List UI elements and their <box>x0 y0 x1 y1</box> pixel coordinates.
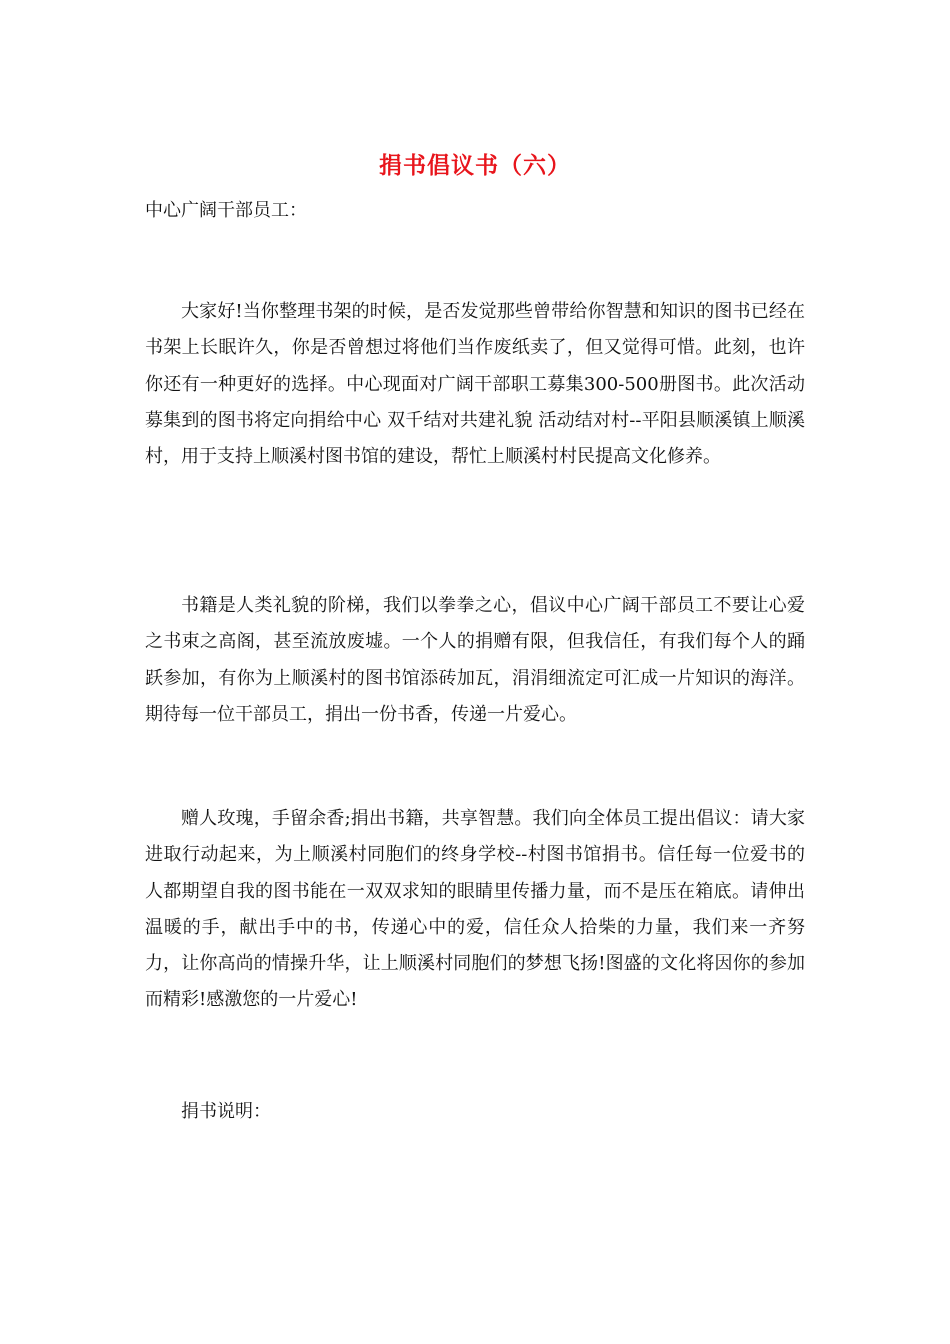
paragraph-proposal: 赠人玫瑰，手留余香;捐出书籍，共享智慧。我们向全体员工提出倡议：请大家进取行动起来，为上顺溪村同胞们的终身学校--村图书馆捐书。信任每一位爱书的人都期望自我的图书能在一双双求知的眼睛里传播力量，而不是压在箱底。请伸出温暖的手，献出手中的书，传递心中的爱，信任众人拾柴的力量，我们来一齐努力，让你高尚的情操升华，让上顺溪村同胞们的梦想飞扬!图盛的文化将因你的参加而精彩!感激您的一片爱心! <box>145 808 805 1011</box>
paragraph-greeting: 大家好!当你整理书架的时候，是否发觉那些曾带给你智慧和知识的图书已经在书架上长眠许久，你是否曾想过将他们当作废纸卖了，但又觉得可惜。此刻，也许你还有一种更好的选择。中心现面对广阔干部职工募集300-500册图书。此次活动募集到的图书将定向捐给中心 双千结对共建礼貌 活动结对村--平阳县顺溪镇上顺溪村，用于支持上顺溪村图书馆的建设，帮忙上顺溪村村民提高文化修养。 <box>145 301 805 468</box>
paragraph-donation-notes-heading: 捐书说明： <box>181 1101 271 1122</box>
document-title: 捐书倡议书（六） <box>379 153 571 179</box>
paragraph-appeal: 书籍是人类礼貌的阶梯，我们以拳拳之心，倡议中心广阔干部员工不要让心爱之书束之高阁，甚至流放废墟。一个人的捐赠有限，但我信任，有我们每个人的踊跃参加，有你为上顺溪村的图书馆添砖加瓦，涓涓细流定可汇成一片知识的海洋。期待每一位干部员工，捐出一份书香，传递一片爱心。 <box>145 595 805 725</box>
salutation: 中心广阔干部员工： <box>145 200 307 221</box>
